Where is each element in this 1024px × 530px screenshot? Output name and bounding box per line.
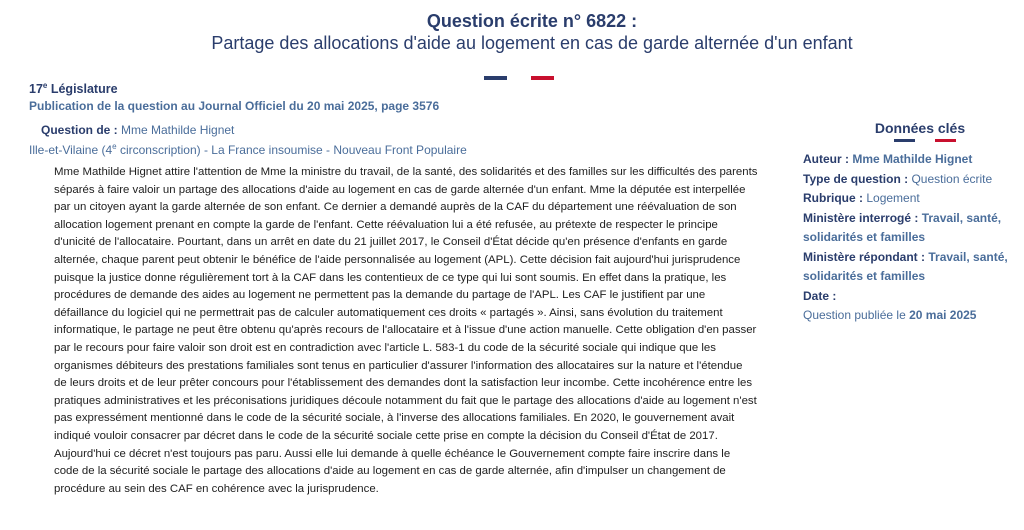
- aside-date-value: 20 mai 2025: [909, 308, 977, 322]
- underline-white: [915, 139, 936, 142]
- circ-suffix: e: [112, 142, 117, 151]
- question-author-link[interactable]: Mme Mathilde Hignet: [121, 123, 235, 137]
- aside-ministere-repondant-row: [803, 248, 1015, 287]
- key-data-panel: [803, 150, 1015, 326]
- underline-blue: [894, 139, 915, 142]
- tricolor-red: [531, 76, 554, 80]
- aside-ministere-interroge-row: [803, 209, 1015, 248]
- tricolor-white: [507, 76, 530, 80]
- legislature-label: Législature: [50, 82, 118, 97]
- aside-date-label: Date :: [803, 288, 837, 303]
- page-title: Question écrite n° 6822 :: [426, 11, 638, 31]
- aside-type-value: Question écrite: [911, 171, 993, 186]
- page-subtitle: Partage des allocations d'aide au logement en cas de garde alternée d'un enfant: [211, 33, 853, 53]
- aside-rubrique-value: Logement: [866, 191, 920, 205]
- circ-rest: circonscription) - La France insoumise - Nouveau Front Populaire: [116, 143, 467, 157]
- tricolor-divider: [484, 76, 554, 80]
- aside-date-prefix: Question publiée le: [803, 308, 906, 322]
- legislature: [29, 81, 118, 96]
- aside-title: Données clés: [874, 120, 966, 136]
- publication-info: Publication de la question au Journal Officiel du 20 mai 2025, page 3576: [29, 99, 440, 113]
- circ-prefix: Ille-et-Vilaine (4: [29, 143, 113, 157]
- legislature-number: 17: [29, 82, 43, 97]
- aside-date-value-row: [803, 306, 1015, 326]
- legislature-suffix: e: [42, 81, 48, 90]
- aside-ministere-interroge-label: Ministère interrogé :: [803, 210, 919, 225]
- aside-underline: [894, 139, 956, 142]
- aside-ministere-interroge-value: Travail, santé, solidarités et familles: [803, 210, 1002, 244]
- aside-author-row: [803, 150, 1015, 170]
- aside-ministere-repondant-label: Ministère répondant :: [803, 249, 926, 264]
- aside-ministere-repondant-value: Travail, santé, solidarités et familles: [803, 249, 1008, 283]
- aside-date-row: [803, 287, 1015, 307]
- tricolor-blue: [484, 76, 507, 80]
- aside-rubrique-row: [803, 189, 1015, 209]
- aside-type-row: [803, 170, 1015, 190]
- aside-author-label: Auteur :: [803, 152, 849, 166]
- question-circonscription: [29, 142, 467, 157]
- aside-author-link[interactable]: Mme Mathilde Hignet: [852, 152, 973, 166]
- aside-rubrique-label: Rubrique :: [803, 191, 863, 205]
- question-text: Mme Mathilde Hignet attire l'attention de Mme la ministre du travail, de la santé, des solidarités et des familles sur les difficultés des parents séparés à faire valoir un partage des allocations d'aide au logement en cas de garde alternée d'un enfant. Mme la députée est interpellée par un citoyen ayant la garde alternée de son enfant. Ce dernier a demandé auprès de la CAF du département une réévaluation de son allocation logement prenant en compte la garde de l'enfant. Cette réévaluation lui a été refusée, au prétexte de respecter le principe d'unicité de l'allocataire. Pourtant, dans un arrêt en date du 21 juillet 2017, le Conseil d'État décide qu'en présence d'enfants en garde alternée, chaque parent peut obtenir le bénéfice de l'aide personnalisée au logement (APL). Cette décision fait aujourd'hui jurisprudence puisque la justice donne régulièrement tort à la CAF dans les contentieux de ce type qui lui sont soumis. En effet dans la pratique, les procédures de demande des aides au logement ne permettent pas la demande du partage de l'APL. Les CAF le justifient par une défaillance du logiciel qui ne permettrait pas de calculer automatiquement ces droits « partagés ». Ainsi, sans évolution du traitement informatique, le partage ne peut être obtenu qu'après recours de l'allocataire et à l'issue d'une action manuelle. Cette obligation d'en passer par le recours pour faire valoir son droit est en contradiction avec l'article L. 583-1 du code de la sécurité sociale qui indique que les organismes débiteurs des prestations familiales sont tenus en particulier d'assurer l'information des allocataires sur la nature et l'étendue de leurs droits et de leur prêter concours pour l'établissement des demandes dont la satisfaction leur incombe. Cette incohérence entre les pratiques administratives et les préconisations juridiques découle notamment du fait que le partage des allocations d'aide au logement n'est pas expressément mentionné dans le code de la sécurité sociale, à l'inverse des allocations familiales. En 2020, le gouvernement avait indiqué vouloir consacrer par décret dans le code de la sécurité sociale cette prise en compte la décision du Conseil d'État de 2017. Aujourd'hui ce décret n'est toujours pas paru. Aussi elle lui demande à quelle échéance le Gouvernement compte faire inscrire dans le code de la sécurité sociale le partage des allocations d'aide au logement en cas de garde alternée, afin d'impulser un changement de procédure au sein des CAF en cohérence avec la jurisprudence.: [54, 166, 758, 495]
- underline-red: [935, 139, 956, 142]
- question-author: [41, 123, 234, 137]
- question-author-label: Question de :: [41, 123, 118, 137]
- aside-type-label: Type de question :: [803, 171, 909, 186]
